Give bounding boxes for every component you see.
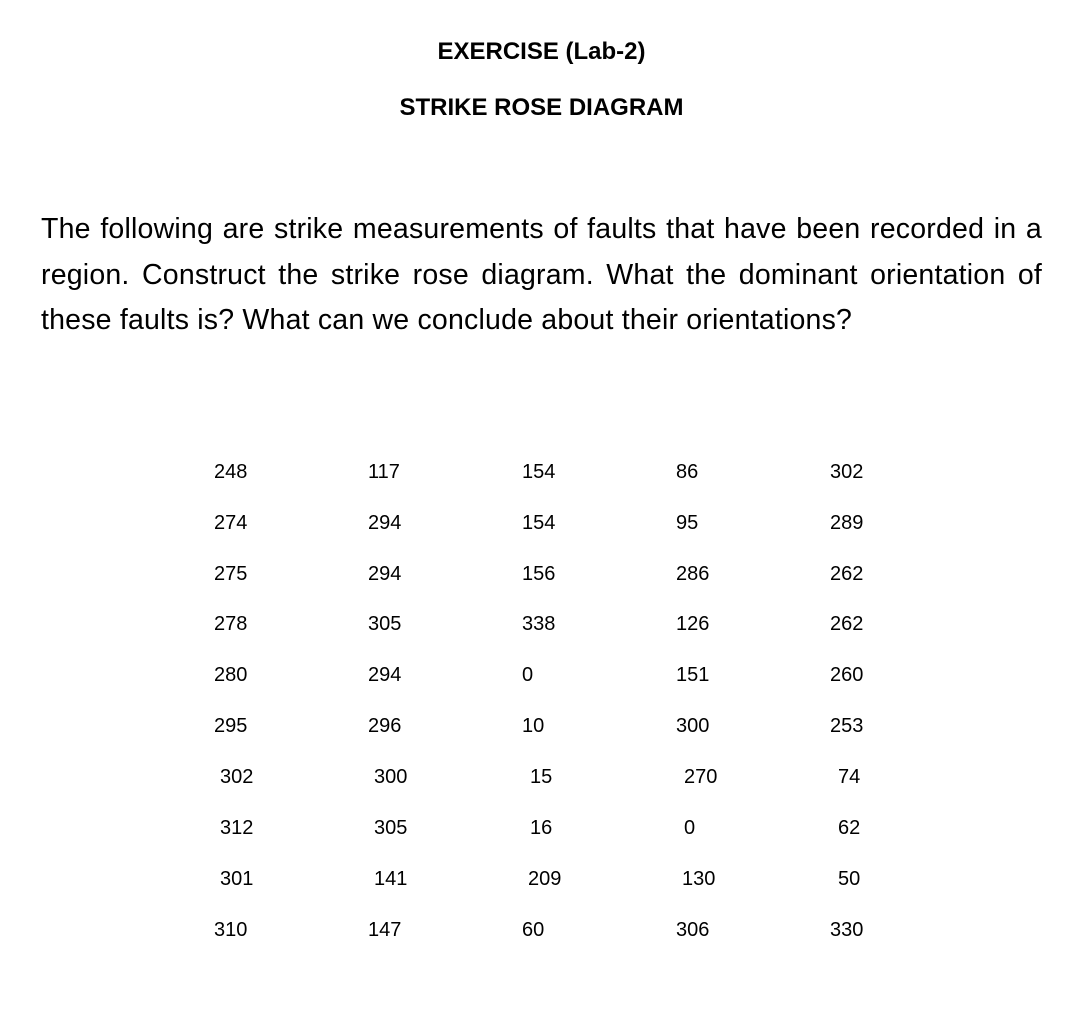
measurement-cell: 209 xyxy=(528,868,562,890)
measurement-cell: 295 xyxy=(214,715,248,737)
measurement-cell: 302 xyxy=(830,461,864,483)
measurement-cell: 117 xyxy=(368,461,400,483)
exercise-prompt: The following are strike measurements of faults that have been recorded in a region. Construct the strike rose diagram. What the dominant orientation of these faults is? What can we conclude about their orientations? xyxy=(41,213,1042,336)
measurement-cell: 60 xyxy=(522,919,545,941)
measurement-cell: 300 xyxy=(676,715,710,737)
measurement-cell: 305 xyxy=(368,613,402,635)
measurement-cell: 296 xyxy=(368,715,402,737)
measurement-cell: 294 xyxy=(368,563,402,585)
measurement-cell: 16 xyxy=(530,817,553,839)
measurement-cell: 262 xyxy=(830,613,864,635)
measurement-cell: 130 xyxy=(682,868,716,890)
measurement-cell: 338 xyxy=(522,613,556,635)
measurement-cell: 262 xyxy=(830,563,864,585)
measurement-cell: 50 xyxy=(838,868,861,890)
measurement-cell: 305 xyxy=(374,817,408,839)
measurement-cell: 248 xyxy=(214,461,248,483)
document-subtitle: STRIKE ROSE DIAGRAM xyxy=(399,94,684,121)
measurement-cell: 253 xyxy=(830,715,864,737)
measurement-cell: 147 xyxy=(368,919,402,941)
measurement-cell: 156 xyxy=(522,563,556,585)
measurement-cell: 0 xyxy=(522,664,534,686)
measurement-cell: 10 xyxy=(522,715,545,737)
measurement-cell: 15 xyxy=(530,766,553,788)
measurement-cell: 260 xyxy=(830,664,864,686)
measurement-cell: 286 xyxy=(676,563,710,585)
measurement-cell: 151 xyxy=(676,664,710,686)
measurement-cell: 294 xyxy=(368,512,402,534)
measurement-cell: 270 xyxy=(684,766,718,788)
measurement-cell: 141 xyxy=(374,868,408,890)
measurement-cell: 126 xyxy=(676,613,710,635)
measurement-cell: 294 xyxy=(368,664,402,686)
measurement-cell: 278 xyxy=(214,613,248,635)
measurement-cell: 301 xyxy=(220,868,254,890)
measurement-cell: 280 xyxy=(214,664,248,686)
measurement-cell: 86 xyxy=(676,461,699,483)
measurement-cell: 74 xyxy=(838,766,861,788)
measurement-cell: 289 xyxy=(830,512,864,534)
document-title: EXERCISE (Lab-2) xyxy=(437,38,646,65)
measurement-cell: 154 xyxy=(522,461,556,483)
measurement-cell: 154 xyxy=(522,512,556,534)
measurement-cell: 330 xyxy=(830,919,864,941)
measurement-cell: 300 xyxy=(374,766,408,788)
measurement-cell: 306 xyxy=(676,919,710,941)
measurement-cell: 302 xyxy=(220,766,254,788)
measurement-cell: 310 xyxy=(214,919,248,941)
measurement-cell: 275 xyxy=(214,563,248,585)
measurement-cell: 0 xyxy=(684,817,696,839)
measurement-cell: 62 xyxy=(838,817,861,839)
measurement-cell: 274 xyxy=(214,512,248,534)
measurement-cell: 95 xyxy=(676,512,699,534)
measurement-cell: 312 xyxy=(220,817,254,839)
